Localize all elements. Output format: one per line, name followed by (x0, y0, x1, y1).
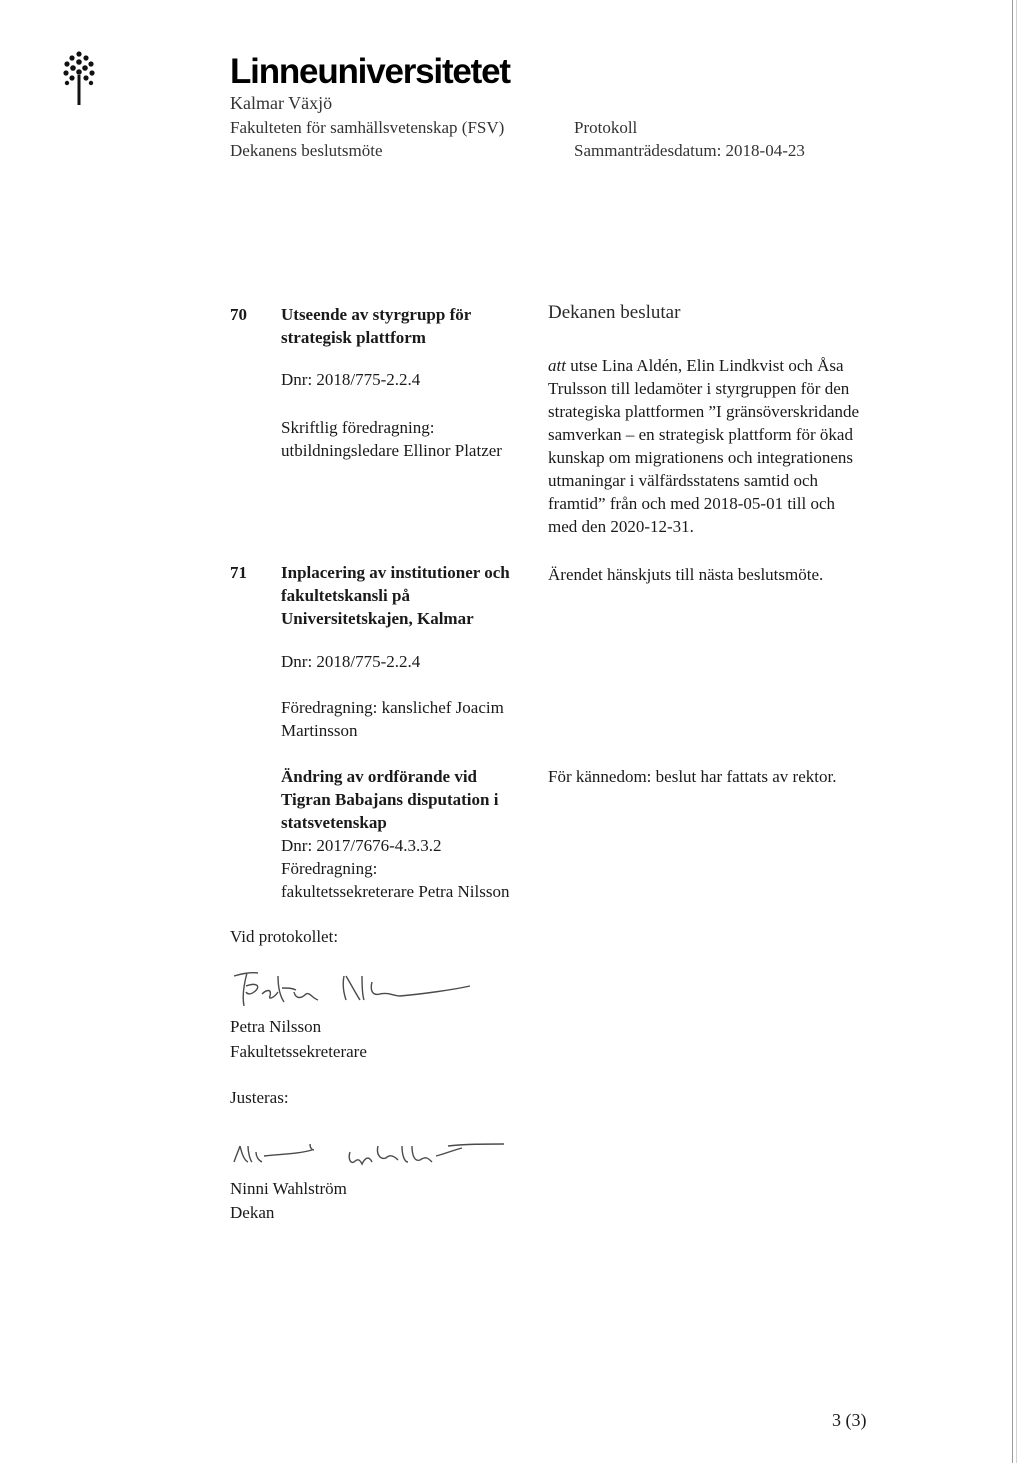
campuses: Kalmar Växjö (230, 93, 333, 113)
item-title-line: statsvetenskap (281, 813, 387, 832)
item-presentation (281, 857, 509, 903)
meeting-name: Dekanens beslutsmöte (230, 141, 383, 160)
decision-att: att (548, 356, 566, 375)
item-dnr: Dnr: 2017/7676-4.3.3.2 (281, 836, 442, 855)
recorder-title: Fakultetssekreterare (230, 1042, 367, 1061)
checker-title: Dekan (230, 1203, 275, 1222)
decision-text (548, 354, 948, 538)
item-title (281, 303, 471, 349)
faculty-name: Fakulteten för samhällsvetenskap (FSV) (230, 118, 505, 137)
decision-line: samverkan – en strategisk plattform för ökad (548, 425, 853, 444)
tree-logo-icon (62, 50, 96, 106)
presentation-line: Skriftlig föredragning: (281, 418, 435, 437)
presentation-line: fakultetssekreterare Petra Nilsson (281, 882, 510, 901)
decision-line: strategiska plattformen ”I gränsöverskridande (548, 402, 860, 421)
decision-line: utmaningar i välfärdsstatens samtid och (548, 471, 819, 490)
decision-line: framtid” från och med 2018-05-01 till och (548, 494, 836, 513)
scan-edge-line-inner (1016, 0, 1017, 1463)
decision-text: Ärendet hänskjuts till nästa beslutsmöte. (548, 565, 824, 584)
checker-name: Ninni Wahlström (230, 1179, 347, 1198)
item-presentation (281, 416, 502, 462)
item-title-line: strategisk plattform (281, 328, 426, 347)
presentation-line: Föredragning: (281, 859, 378, 878)
recorded-label: Vid protokollet: (230, 927, 339, 946)
item-dnr: Dnr: 2018/775-2.2.4 (281, 370, 421, 389)
item-title (281, 765, 498, 834)
decision-text: För kännedom: beslut har fattats av rektor. (548, 767, 837, 786)
decision-line: Trulsson till ledamöter i styrgruppen för den (548, 379, 850, 398)
presentation-line: utbildningsledare Ellinor Platzer (281, 441, 502, 460)
item-title-line: Utseende av styrgrupp för (281, 305, 472, 324)
item-presentation (281, 696, 504, 742)
signature-ninni-wahlstrom (222, 1132, 512, 1172)
presentation-line: Föredragning: kanslichef Joacim (281, 698, 504, 717)
document-type: Protokoll (574, 118, 638, 137)
signature-petra-nilsson (222, 964, 482, 1014)
recorder-name: Petra Nilsson (230, 1017, 322, 1036)
item-title-line: Ändring av ordförande vid (281, 767, 477, 786)
decision-line (548, 354, 948, 377)
decision-line: med den 2020-12-31. (548, 517, 694, 536)
item-dnr: Dnr: 2018/775-2.2.4 (281, 652, 421, 671)
item-title-line: Universitetskajen, Kalmar (281, 609, 474, 628)
checked-label: Justeras: (230, 1088, 289, 1107)
university-name: Linneuniversitetet (230, 52, 510, 91)
scan-edge-line (1012, 0, 1013, 1463)
item-number: 70 (230, 305, 247, 324)
decision-heading: Dekanen beslutar (548, 302, 681, 323)
item-title-line: Inplacering av institutioner och (281, 563, 510, 582)
item-number: 71 (230, 563, 247, 582)
item-title (281, 561, 510, 630)
decision-line: kunskap om migrationens och integrationens (548, 448, 853, 467)
page-number: 3 (3) (832, 1410, 867, 1430)
presentation-line: Martinsson (281, 721, 358, 740)
item-title-line: fakultetskansli på (281, 586, 410, 605)
meeting-date: Sammanträdesdatum: 2018-04-23 (574, 141, 805, 160)
decision-line-text: utse Lina Aldén, Elin Lindkvist och Åsa (565, 356, 844, 375)
item-title-line: Tigran Babajans disputation i (281, 790, 499, 809)
